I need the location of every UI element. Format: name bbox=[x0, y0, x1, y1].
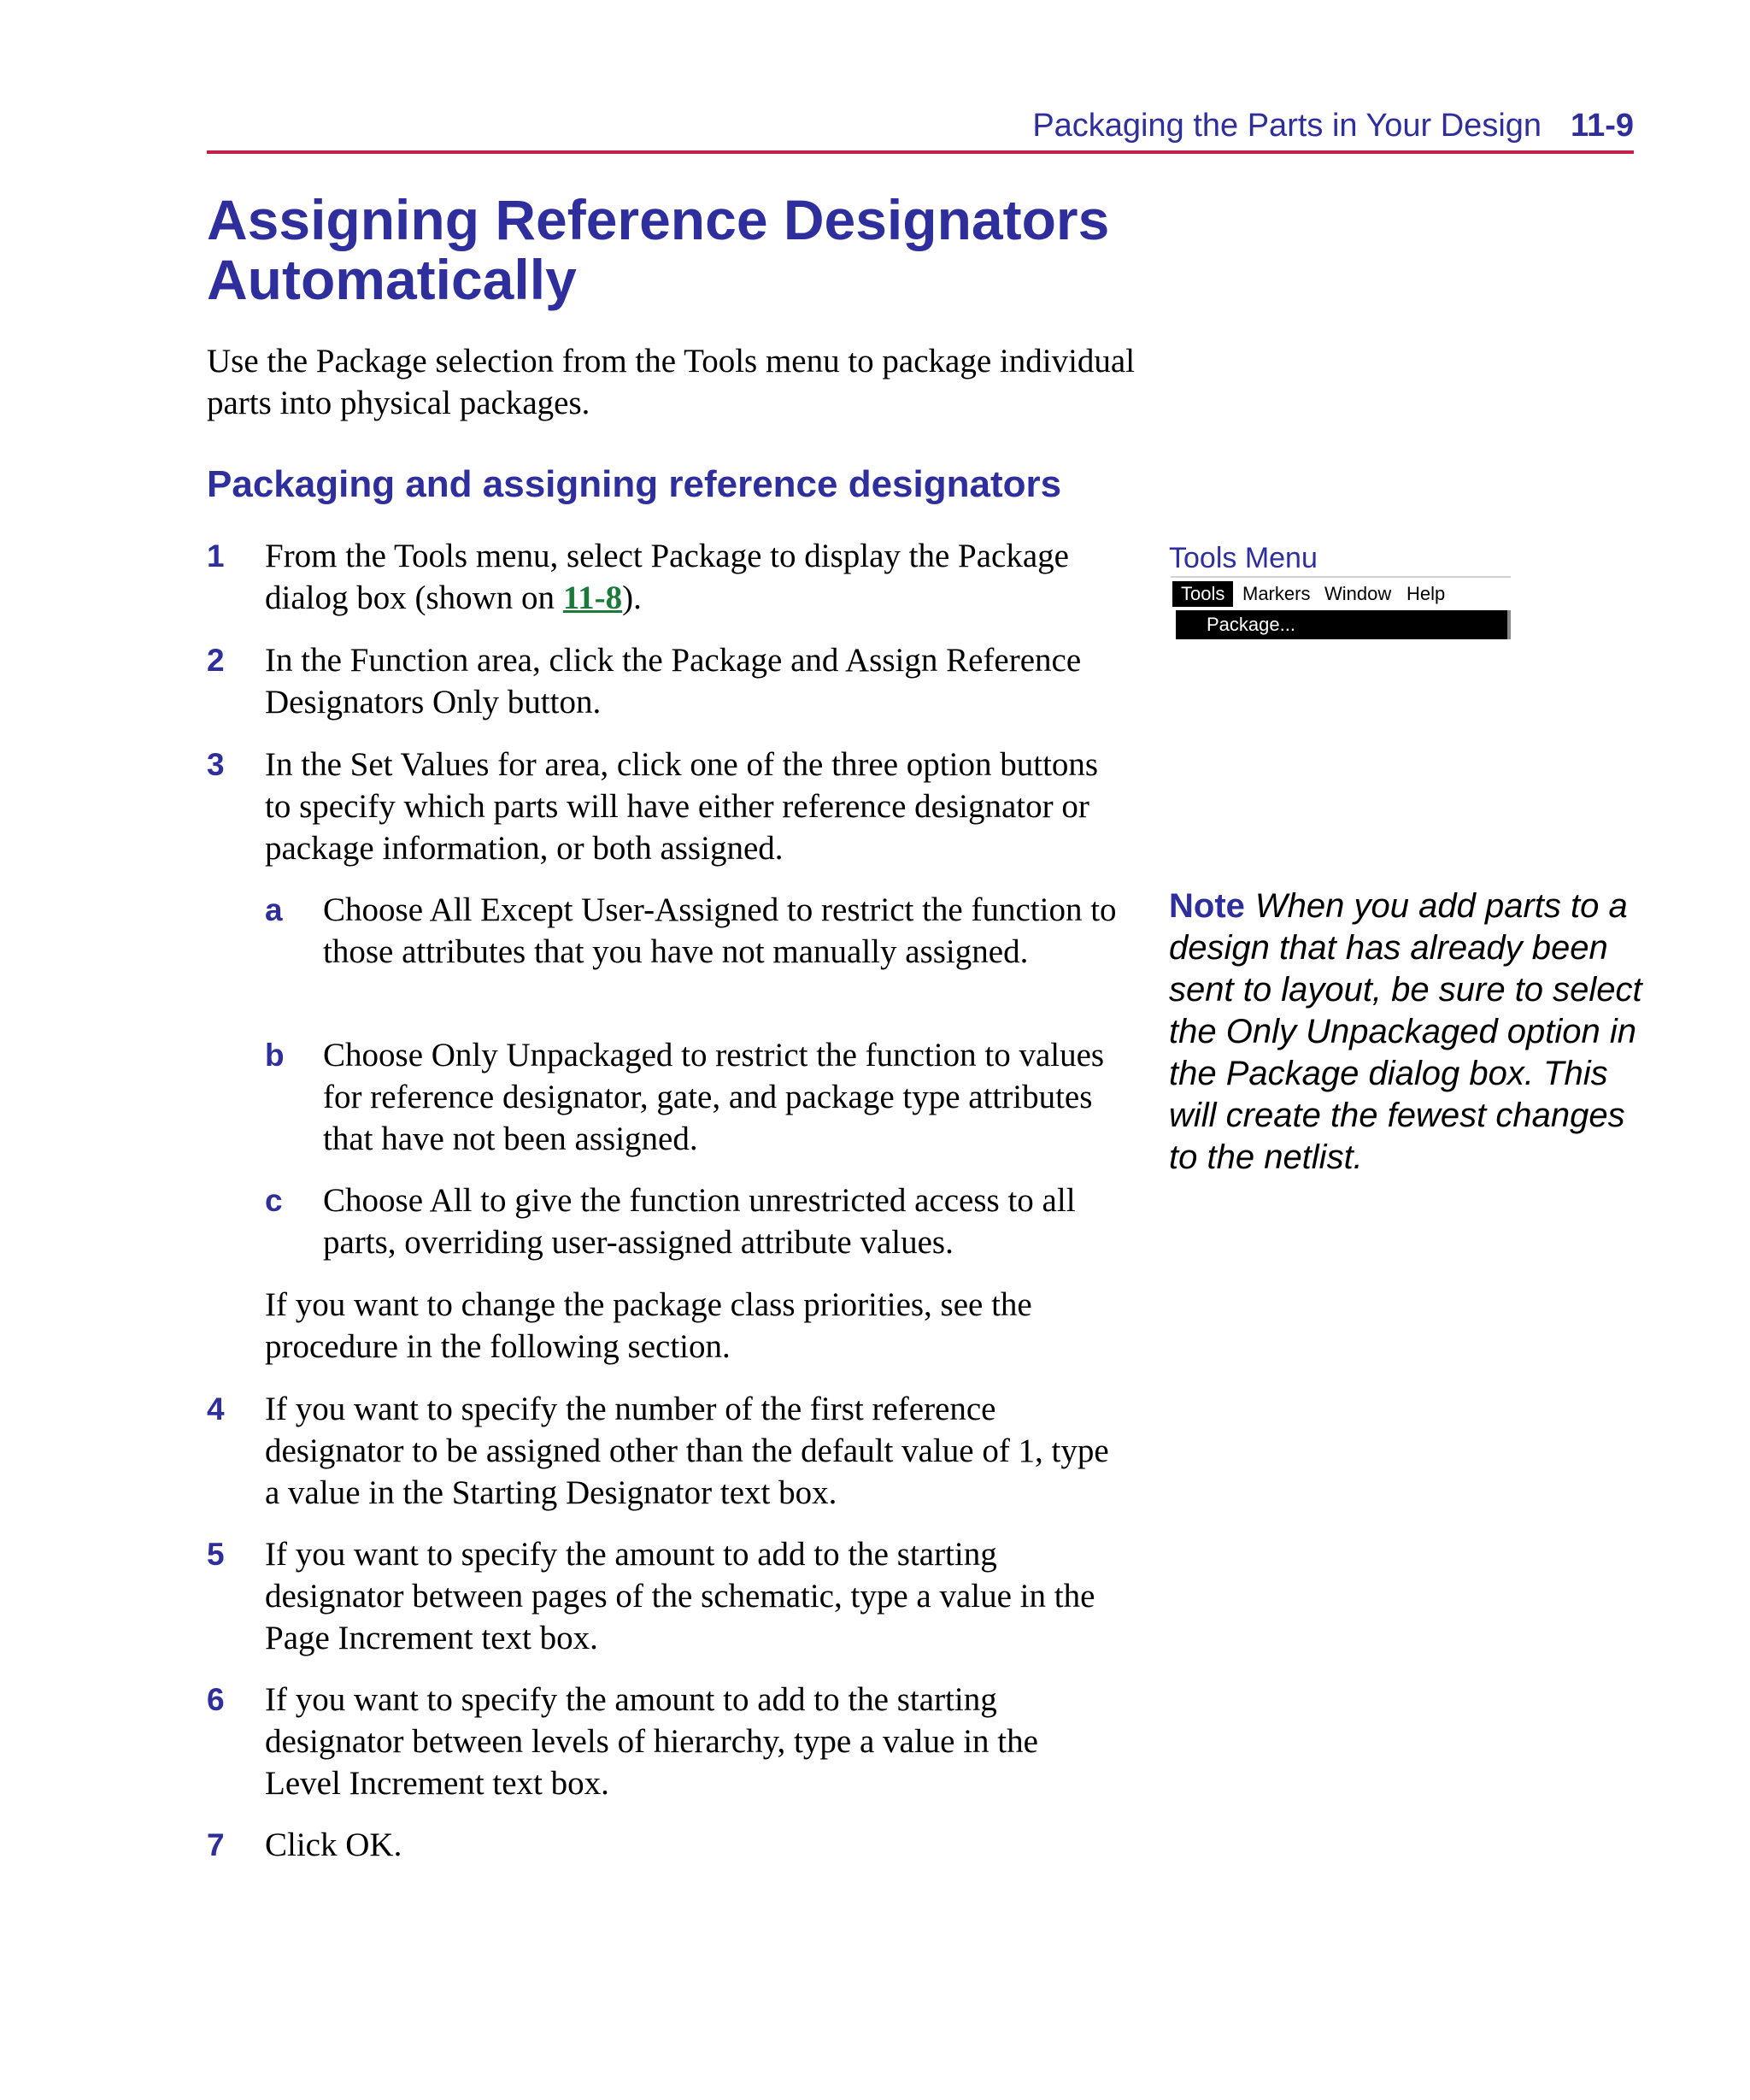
section-heading: Packaging and assigning reference designators bbox=[207, 463, 1062, 505]
step-3 bbox=[207, 744, 1113, 869]
intro-paragraph: Use the Package selection from the Tools menu to package individual parts into physical packages. bbox=[207, 343, 1136, 421]
page-link[interactable]: 11-8 bbox=[562, 579, 623, 616]
step-text: If you want to specify the amount to add to the starting designator between levels of hierarchy, type a value in the Level Increment text box. bbox=[265, 1681, 1038, 1802]
menu-tools[interactable]: Tools bbox=[1172, 581, 1233, 607]
substep-b bbox=[265, 1034, 1119, 1160]
substep-text: Choose All Except User-Assigned to restrict the function to those attributes that you have not manually assigned. bbox=[323, 891, 1117, 970]
step-text: In the Set Values for area, click one of the three option buttons to specify which parts will have either reference designator or package information, or both assigned. bbox=[265, 746, 1099, 867]
step-6 bbox=[207, 1679, 1113, 1804]
step-text: If you want to specify the amount to add to the starting designator between pages of the schematic, type a value in the Page Increment text box. bbox=[265, 1536, 1095, 1656]
step-number: 1 bbox=[207, 538, 225, 574]
step-number: 3 bbox=[207, 747, 225, 782]
page-number: 11-9 bbox=[1571, 108, 1634, 144]
page-title: Assigning Reference Designators Automatically bbox=[207, 188, 1110, 311]
step-1 bbox=[207, 535, 1113, 619]
substep-a bbox=[265, 889, 1119, 973]
note-label: Note bbox=[1169, 887, 1245, 925]
package-menu-row[interactable] bbox=[1176, 610, 1511, 639]
tools-menu-caption: Tools Menu bbox=[1169, 542, 1318, 574]
header-text bbox=[1032, 108, 1634, 144]
package-menu-item[interactable]: Package... bbox=[1207, 614, 1295, 635]
step-number: 4 bbox=[207, 1391, 225, 1426]
menubar bbox=[1172, 579, 1511, 609]
note-text: When you add parts to a design that has already been sent to layout, be sure to select the Only Unpackaged option in the Package dialog box. This will create the fewest changes to the netlist. bbox=[1169, 887, 1642, 1176]
step-number: 5 bbox=[207, 1537, 225, 1572]
step-2 bbox=[207, 639, 1113, 723]
substep-text: Choose All to give the function unrestricted access to all parts, overriding user-assigned attribute values. bbox=[323, 1182, 1076, 1261]
step-text: If you want to specify the number of the first reference designator to be assigned other than the default value of 1, type a value in the Starting Designator text box. bbox=[265, 1391, 1109, 1511]
menu-markers[interactable]: Markers bbox=[1242, 583, 1311, 604]
step-text: From the Tools menu, select Package to display the Package dialog box (shown on 11-8). bbox=[265, 538, 1069, 616]
step3-followup: If you want to change the package class priorities, see the procedure in the following section. bbox=[265, 1286, 1032, 1365]
chapter-title: Packaging the Parts in Your Design bbox=[1032, 108, 1542, 144]
step-text: Click OK. bbox=[265, 1826, 402, 1863]
substep-letter: b bbox=[265, 1038, 285, 1073]
substep-letter: a bbox=[265, 892, 283, 927]
running-header bbox=[207, 104, 1634, 154]
substep-text: Choose Only Unpackaged to restrict the function to values for reference designator, gate, and package type attributes that have not been assigned. bbox=[323, 1037, 1105, 1157]
step-4 bbox=[207, 1388, 1113, 1514]
menu-window[interactable]: Window bbox=[1324, 583, 1392, 604]
step-number: 6 bbox=[207, 1682, 225, 1717]
step-text: In the Function area, click the Package and Assign Reference Designators Only button. bbox=[265, 642, 1082, 721]
substep-c bbox=[265, 1179, 1119, 1263]
tools-menu-screenshot bbox=[1171, 576, 1511, 643]
menu-help[interactable]: Help bbox=[1406, 583, 1446, 604]
step-number: 2 bbox=[207, 643, 225, 678]
note-box bbox=[1169, 885, 1647, 1179]
step-5 bbox=[207, 1533, 1113, 1659]
substep-letter: c bbox=[265, 1183, 283, 1218]
step-7 bbox=[207, 1824, 1113, 1866]
step-number: 7 bbox=[207, 1827, 225, 1862]
